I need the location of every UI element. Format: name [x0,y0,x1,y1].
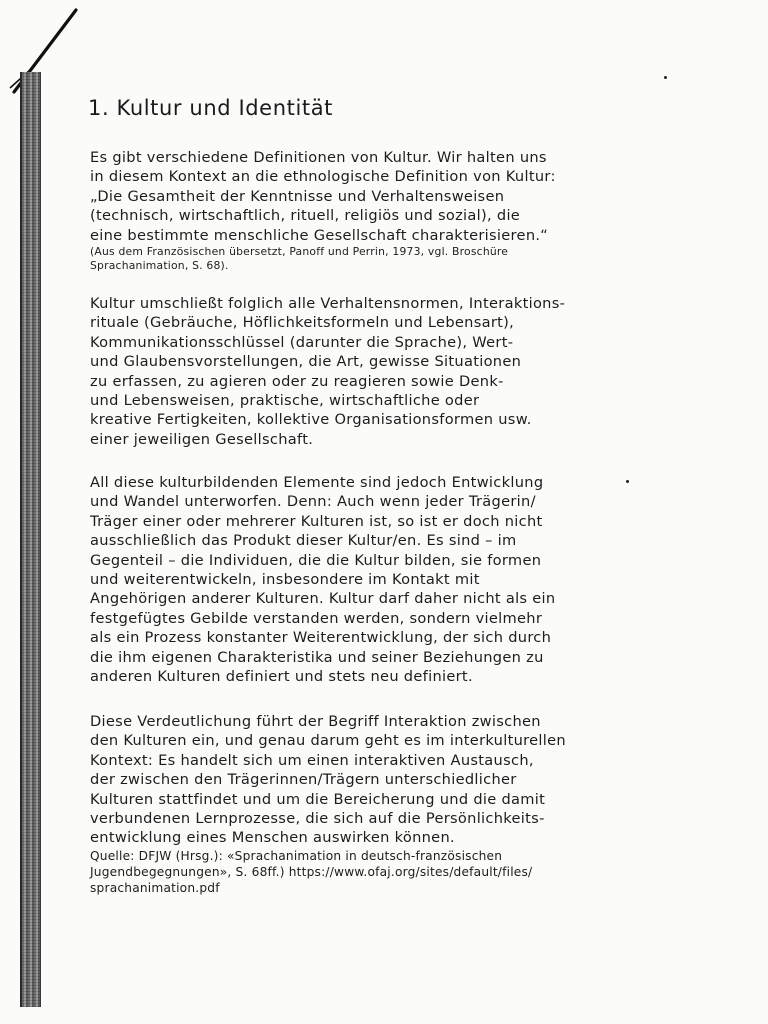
text-line: „Die Gesamtheit der Kenntnisse und Verhaltensweisen [90,187,505,205]
scan-speck [664,76,667,79]
paragraph-interaction [90,712,566,896]
source-line: Jugendbegegnungen», S. 68ff.) https://www.ofaj.org/sites/default/files/ [90,864,533,879]
citation-line: Sprachanimation, S. 68). [90,259,229,273]
page-title: 1. Kultur und Identität [88,96,334,120]
text-line: Kontext: Es handelt sich um einen interaktiven Austausch, [90,751,534,769]
text-line: und Wandel unterworfen. Denn: Auch wenn jeder Trägerin/ [90,493,536,511]
paragraph-norms [90,294,565,449]
text-line: (technisch, wirtschaftlich, rituell, religiös und sozial), die [90,207,521,225]
text-line: Träger einer oder mehrerer Kulturen ist, so ist er doch nicht [90,512,543,530]
text-line: und Lebensweisen, praktische, wirtschaftliche oder [90,392,480,410]
text-line: entwicklung eines Menschen auswirken können. [90,829,455,847]
text-line: den Kulturen ein, und genau darum geht es im interkulturellen [90,732,566,750]
text-line: eine bestimmte menschliche Gesellschaft charakterisieren.“ [90,226,549,244]
citation-line: (Aus dem Französischen übersetzt, Panoff und Perrin, 1973, vgl. Broschüre [90,245,509,259]
text-line: anderen Kulturen definiert und stets neu definiert. [90,668,473,686]
text-line: All diese kulturbildenden Elemente sind jedoch Entwicklung [90,474,544,491]
text-line: und Glaubensvorstellungen, die Art, gewisse Situationen [90,353,522,371]
text-line: in diesem Kontext an die ethnologische Definition von Kultur: [90,168,556,186]
text-line: Kulturen stattfindet und um die Bereicherung und die damit [90,790,546,808]
text-line: der zwischen den Trägerinnen/Trägern unterschiedlicher [90,771,517,789]
text-line: Angehörigen anderer Kulturen. Kultur darf daher nicht als ein [90,590,556,608]
text-line: zu erfassen, zu agieren oder zu reagieren sowie Denk- [90,372,504,390]
source-line: sprachanimation.pdf [90,880,220,895]
text-line: und weiterentwickeln, insbesondere im Kontakt mit [90,571,480,589]
text-line: ausschließlich das Produkt dieser Kultur/en. Es sind – im [90,532,517,550]
binding-strip [20,72,41,1007]
text-line: die ihm eigenen Charakteristika und seiner Beziehungen zu [90,648,544,666]
text-line: rituale (Gebräuche, Höflichkeitsformeln und Lebensart), [90,314,515,332]
binding-mark [0,0,90,110]
text-line: Es gibt verschiedene Definitionen von Kultur. Wir halten uns [90,149,547,166]
paragraph-development [90,473,555,686]
text-line: verbundenen Lernprozesse, die sich auf die Persönlichkeits- [90,810,545,828]
text-line: Kommunikationsschlüssel (darunter die Sprache), Wert- [90,333,514,351]
text-line: Gegenteil – die Individuen, die die Kultur bilden, sie formen [90,551,542,569]
text-line: Diese Verdeutlichung führt der Begriff Interaktion zwischen [90,713,541,730]
text-line: als ein Prozess konstanter Weiterentwicklung, der sich durch [90,629,552,647]
text-line: Kultur umschließt folglich alle Verhaltensnormen, Interaktions- [90,295,566,312]
scan-speck [626,480,629,483]
paragraph-definition [90,148,556,273]
text-line: festgefügtes Gebilde verstanden werden, sondern vielmehr [90,609,543,627]
text-line: kreative Fertigkeiten, kollektive Organisationsformen usw. [90,411,532,429]
text-line: einer jeweiligen Gesellschaft. [90,430,314,448]
source-line: Quelle: DFJW (Hrsg.): «Sprachanimation in deutsch-französischen [90,848,503,863]
